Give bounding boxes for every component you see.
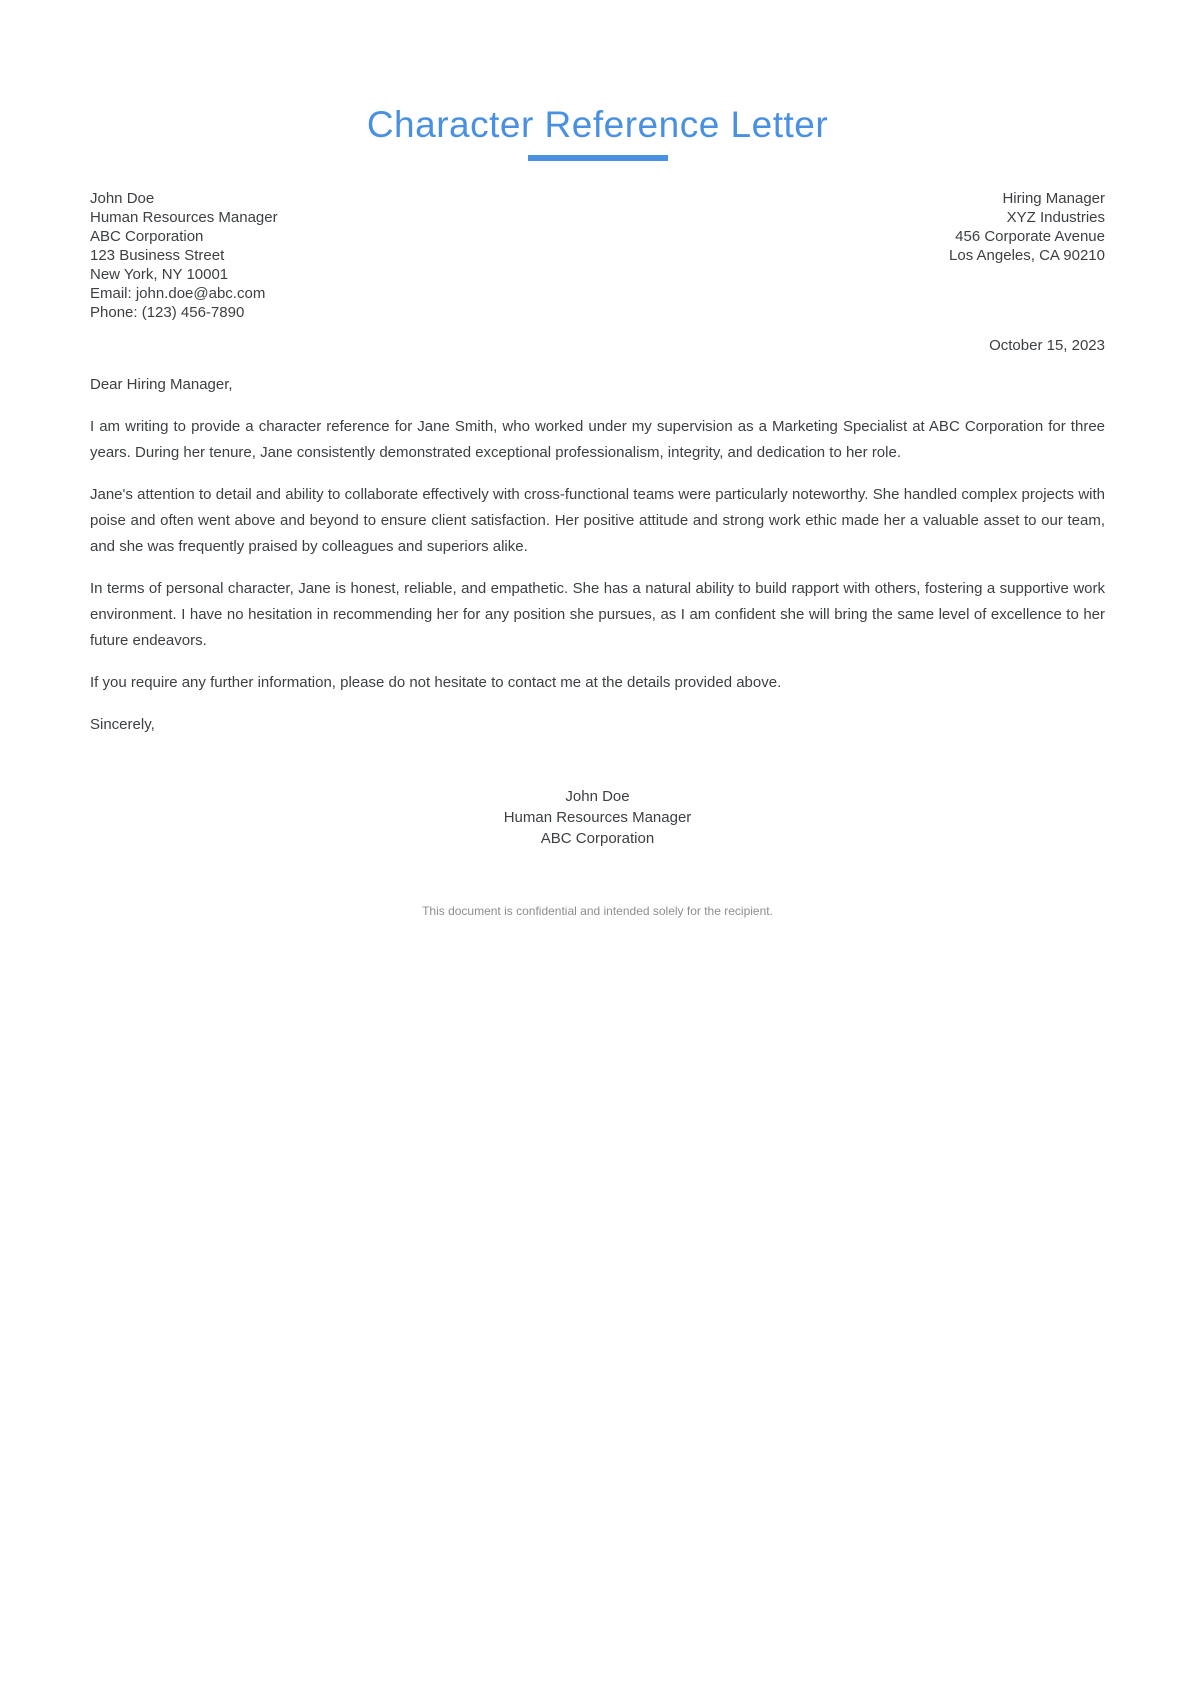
recipient-street: 456 Corporate Avenue bbox=[955, 228, 1105, 245]
signature-job-title: Human Resources Manager bbox=[503, 809, 692, 826]
salutation: Dear Hiring Manager, bbox=[90, 376, 233, 393]
address-header bbox=[90, 189, 1105, 322]
signature-company: ABC Corporation bbox=[540, 830, 655, 847]
body-paragraph-1: I am writing to provide a character reference for Jane Smith, who worked under my supervision as a Marketing Specialist at ABC Corporation for three years. During her tenure, Jane consistently demonstrated exceptional professionalism, integrity, and dedication to her role. bbox=[90, 418, 1105, 461]
closing-phrase: Sincerely, bbox=[90, 716, 155, 733]
sender-city: New York, NY 10001 bbox=[90, 266, 229, 283]
body-paragraph-3: In terms of personal character, Jane is honest, reliable, and empathetic. She has a natural ability to build rapport with others, fostering a supportive work environment. I have no hesitation in recommending her for any position she pursues, as I am confident she will bring the same level of excellence to her future endeavors. bbox=[90, 580, 1105, 649]
recipient-city: Los Angeles, CA 90210 bbox=[949, 247, 1105, 264]
page-title: Character Reference Letter bbox=[366, 104, 829, 145]
title-underline-bar bbox=[528, 155, 668, 161]
recipient-block bbox=[949, 189, 1105, 322]
sender-email: Email: john.doe@abc.com bbox=[90, 285, 266, 302]
letter-date: October 15, 2023 bbox=[989, 337, 1105, 354]
signature-block bbox=[90, 786, 1105, 849]
sender-company: ABC Corporation bbox=[90, 228, 204, 245]
body-paragraph-2: Jane's attention to detail and ability to collaborate effectively with cross-functional teams were particularly noteworthy. She handled complex projects with poise and often went above and beyond to ensure client satisfaction. Her positive attitude and strong work ethic made her a valuable asset to our team, and she was frequently praised by colleagues and superiors alike. bbox=[90, 486, 1105, 555]
recipient-company: XYZ Industries bbox=[1006, 209, 1105, 226]
sender-block bbox=[90, 189, 278, 322]
recipient-name: Hiring Manager bbox=[1002, 190, 1105, 207]
sender-street: 123 Business Street bbox=[90, 247, 225, 264]
signature-name: John Doe bbox=[565, 788, 630, 805]
confidentiality-note: This document is confidential and intended solely for the recipient. bbox=[422, 904, 773, 918]
body-paragraph-4: If you require any further information, please do not hesitate to contact me at the details provided above. bbox=[90, 674, 782, 691]
sender-phone: Phone: (123) 456-7890 bbox=[90, 304, 245, 321]
sender-job-title: Human Resources Manager bbox=[90, 209, 278, 226]
sender-name: John Doe bbox=[90, 190, 155, 207]
